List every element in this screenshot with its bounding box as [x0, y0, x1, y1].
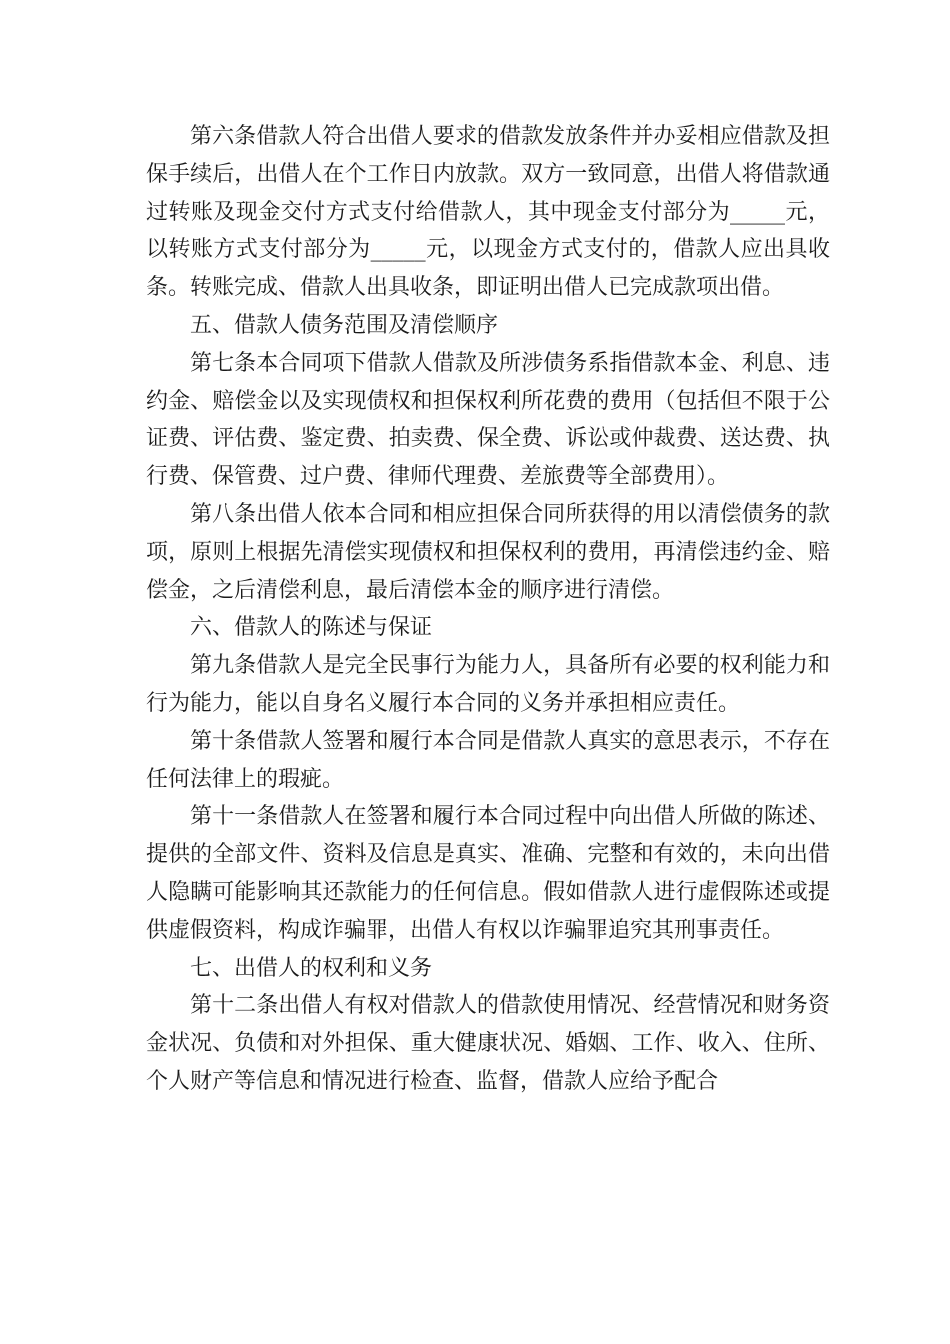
article-7-paragraph: 第七条本合同项下借款人借款及所涉债务系指借款本金、利息、违约金、赔偿金以及实现债权和担保权利所花费的费用（包括但不限于公证费、评估费、鉴定费、拍卖费、保全费、诉讼或仲裁费、送达费、执行费、保管费、过户费、律师代理费、差旅费等全部费用）。: [146, 350, 830, 490]
section-7-heading: 七、出借人的权利和义务: [190, 955, 433, 981]
article-9-paragraph: 第九条借款人是完全民事行为能力人，具备所有必要的权利能力和行为能力，能以自身名义履行本合同的义务并承担相应责任。: [146, 653, 830, 716]
article-6-paragraph: 第六条借款人符合出借人要求的借款发放条件并办妥相应借款及担保手续后，出借人在个工作日内放款。双方一致同意，出借人将借款通过转账及现金交付方式支付给借款人，其中现金支付部分为_____元，以转账方式支付部分为_____元，以现金方式支付的，借款人应出具收条。转账完成、借款人出具收条，即证明出借人已完成款项出借。: [146, 124, 830, 301]
document-page: [146, 118, 830, 1101]
article-12-paragraph: 第十二条出借人有权对借款人的借款使用情况、经营情况和财务资金状况、负债和对外担保、重大健康状况、婚姻、工作、收入、住所、个人财产等信息和情况进行检查、监督，借款人应给予配合: [146, 993, 830, 1094]
article-11-paragraph: 第十一条借款人在签署和履行本合同过程中向出借人所做的陈述、提供的全部文件、资料及信息是真实、准确、完整和有效的，未向出借人隐瞒可能影响其还款能力的任何信息。假如借款人进行虚假陈述或提供虚假资料，构成诈骗罪，出借人有权以诈骗罪追究其刑事责任。: [146, 804, 830, 943]
section-5-heading: 五、借款人债务范围及清偿顺序: [190, 312, 499, 338]
article-8-paragraph: 第八条出借人依本合同和相应担保合同所获得的用以清偿债务的款项，原则上根据先清偿实现债权和担保权利的费用，再清偿违约金、赔偿金，之后清偿利息，最后清偿本金的顺序进行清偿。: [146, 501, 830, 603]
section-6-heading: 六、借款人的陈述与保证: [190, 615, 433, 641]
article-10-paragraph: 第十条借款人签署和履行本合同是借款人真实的意思表示，不存在任何法律上的瑕疵。: [146, 728, 830, 792]
